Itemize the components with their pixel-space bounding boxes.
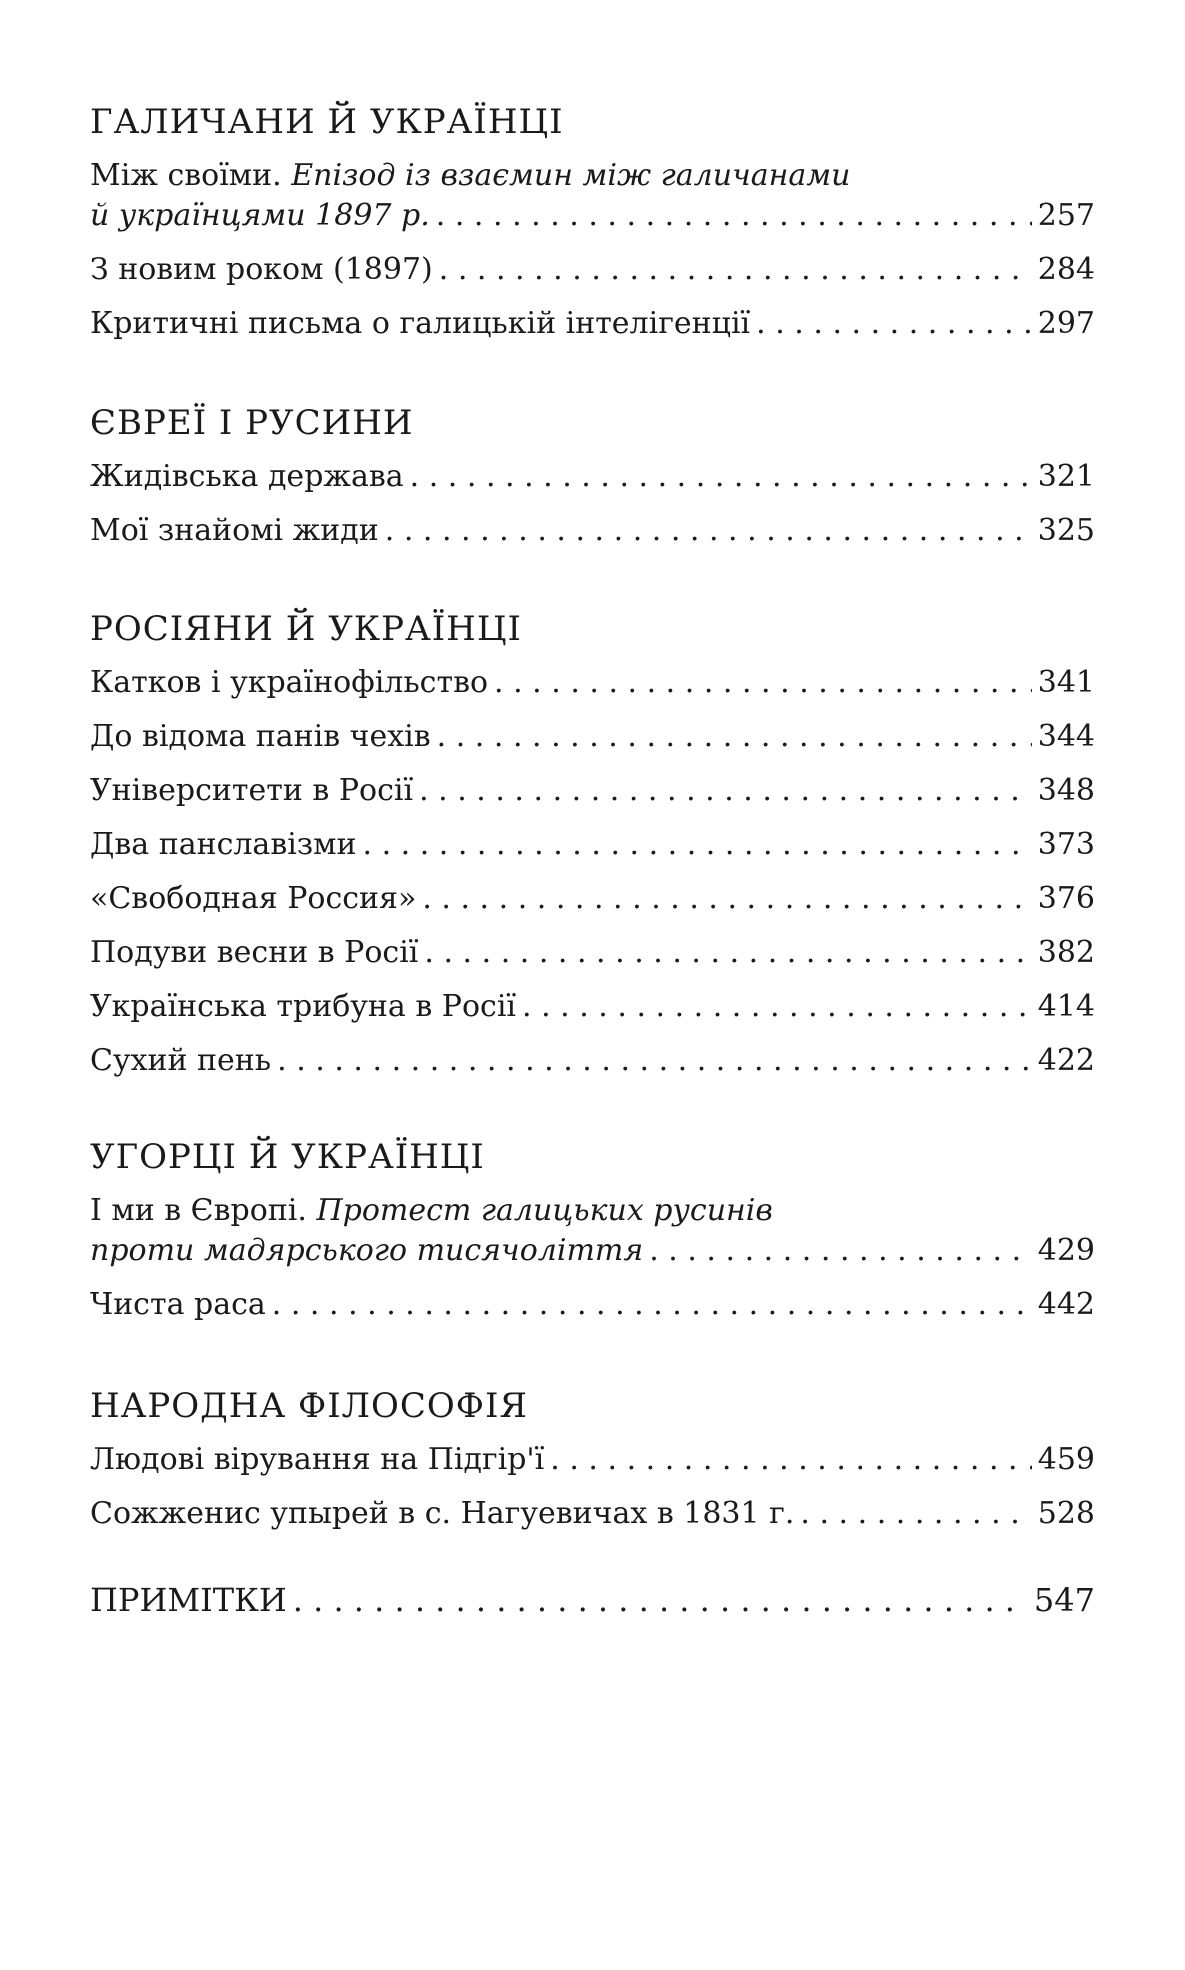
entry-title: Людові вірування на Підгір'ї [90,1442,545,1477]
toc-entry [90,304,1095,344]
toc-entry [90,1580,1095,1620]
toc-entry [90,1285,1095,1325]
dot-leader [800,1494,1031,1534]
page-number: 528 [1037,1496,1095,1531]
toc-entry [90,987,1095,1027]
dot-leader [363,825,1032,865]
page-number: 382 [1037,935,1095,970]
toc-entry [90,825,1095,865]
page-number: 344 [1037,719,1095,754]
dot-leader [272,1285,1032,1325]
dot-leader [422,879,1031,919]
dot-leader [424,933,1031,973]
dot-leader [410,457,1032,497]
entry-title: І ми в Європі. [90,1193,307,1228]
toc-entry [90,771,1095,811]
toc-entry [90,1440,1095,1480]
toc-entry [90,933,1095,973]
entry-title: Університети в Росії [90,773,414,808]
dot-leader [385,511,1032,551]
toc-section-galychany [90,102,1095,358]
dot-leader [649,1231,1032,1271]
entry-title: Сухий пень [90,1043,272,1078]
dot-leader [436,196,1032,236]
page-number: 341 [1037,665,1095,700]
dot-leader [293,1580,1028,1620]
page-number: 325 [1037,513,1095,548]
dot-leader [277,1041,1032,1081]
page-number: 547 [1033,1581,1095,1619]
dot-leader [439,250,1032,290]
toc-section-filosofiia [90,1386,1095,1548]
toc-entry [90,879,1095,919]
page-number: 376 [1037,881,1095,916]
toc-entry [90,511,1095,551]
dot-leader [437,717,1032,757]
page-number: 422 [1037,1043,1095,1078]
dot-leader [522,987,1032,1027]
entry-title: Подуви весни в Росії [90,935,419,970]
dot-leader [550,1440,1031,1480]
entry-title: До відома панів чехів [90,719,431,754]
entry-subtitle: Епізод із взаємин між галичанами [291,158,851,193]
page-number: 284 [1037,252,1095,287]
section-title: ЄВРЕЇ І РУСИНИ [90,403,414,443]
entry-title: Катков і українофільство [90,665,489,700]
toc-entry [90,1494,1095,1534]
toc-entry [90,457,1095,497]
toc-entry [90,250,1095,290]
dot-leader [756,304,1032,344]
toc-entry [90,663,1095,703]
page-number: 459 [1037,1442,1095,1477]
section-title: ГАЛИЧАНИ Й УКРАЇНЦІ [90,102,564,142]
entry-title: Жидівська держава [90,459,404,494]
notes-title: ПРИМІТКИ [90,1581,287,1619]
page-number: 297 [1037,306,1095,341]
section-title: УГОРЦІ Й УКРАЇНЦІ [90,1137,485,1177]
dot-leader [494,663,1032,703]
dot-leader [419,771,1032,811]
page-number: 442 [1037,1287,1095,1322]
entry-title: З новим роком (1897) [90,252,433,287]
toc-entry [90,1191,1095,1271]
entry-subtitle-continued: й українцями 1897 р. [90,198,430,233]
entry-title: Українська трибуна в Росії [90,989,517,1024]
section-title: НАРОДНА ФІЛОСОФІЯ [90,1386,528,1426]
entry-title: Сожженис упырей в с. Нагуевичах в 1831 г. [90,1496,795,1531]
entry-subtitle-continued: проти мадярського тисячоліття [90,1233,644,1268]
page-number: 373 [1037,827,1095,862]
toc-entry [90,1041,1095,1081]
toc-section-uhortsi [90,1137,1095,1339]
toc-section-rosiiany [90,609,1095,1095]
toc-section-notes [90,1580,1095,1634]
entry-subtitle: Протест галицьких русинів [316,1193,773,1228]
section-title: РОСІЯНИ Й УКРАЇНЦІ [90,609,522,649]
entry-title: Чиста раса [90,1287,266,1322]
page-number: 429 [1037,1233,1095,1268]
toc-entry [90,156,1095,236]
toc-entry [90,717,1095,757]
entry-title: Між своїми. [90,158,282,193]
page-number: 257 [1037,198,1095,233]
entry-title: «Свободная Россия» [90,881,417,916]
entry-title: Два панславізми [90,827,357,862]
entry-title: Мої знайомі жиди [90,513,379,548]
page-number: 348 [1037,773,1095,808]
entry-title: Критичні письма о галицькій інтелігенції [90,306,751,341]
page-number: 321 [1037,459,1095,494]
toc-section-evrei [90,403,1095,565]
page-number: 414 [1037,989,1095,1024]
